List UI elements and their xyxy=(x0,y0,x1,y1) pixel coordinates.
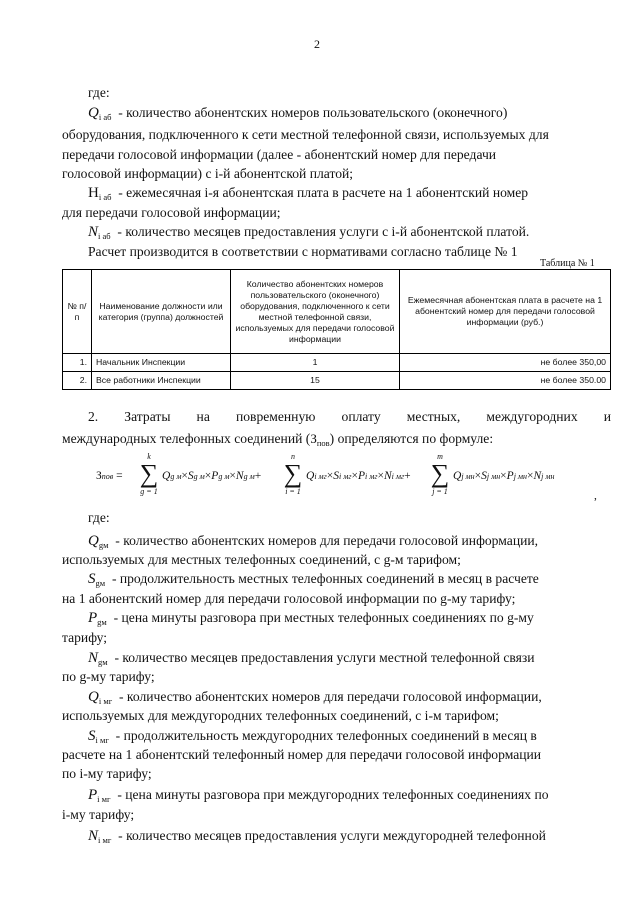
section2-line2 xyxy=(62,430,493,452)
var: N xyxy=(88,650,99,666)
t: P xyxy=(357,470,365,482)
ts: j мн xyxy=(541,472,555,481)
table-row xyxy=(63,354,611,372)
var-sub: gм xyxy=(98,540,109,550)
text-line: i-му тарифу; xyxy=(62,807,135,822)
t: N xyxy=(235,470,244,482)
op: × xyxy=(351,470,358,482)
cell-quantity: 1 xyxy=(231,354,400,372)
sum-top: n xyxy=(291,452,295,461)
sum-1 xyxy=(138,452,160,496)
var: N xyxy=(88,828,99,844)
op: × xyxy=(474,470,482,482)
var-sub: i мг xyxy=(97,794,111,804)
var-sub: i мг xyxy=(98,696,113,706)
text: ) определяются по формуле: xyxy=(329,431,494,446)
ts: j мн xyxy=(513,472,527,481)
t: N xyxy=(533,470,542,482)
ts: i мг xyxy=(391,472,405,481)
text-line: на 1 абонентский номер для передачи голосовой информации по g-му тарифу; xyxy=(62,591,516,606)
text-line: тарифу; xyxy=(62,630,108,645)
eq: = xyxy=(116,470,123,482)
text-line: по g-му тарифу; xyxy=(62,669,155,684)
t: Q xyxy=(162,470,171,482)
header-position: Наименование должности или категория (группа) должностей xyxy=(92,270,231,354)
cell-position: Начальник Инспекции xyxy=(92,354,231,372)
def-p-img xyxy=(88,786,549,808)
sum-3-terms xyxy=(453,470,554,482)
sigma: ∑ xyxy=(283,459,303,488)
cell-quantity: 15 xyxy=(231,372,400,390)
text-line: по i-му тарифу; xyxy=(62,766,152,781)
ts: i мг xyxy=(365,472,378,481)
op: + xyxy=(254,470,262,482)
def-text: - продолжительность междугородних телефонных соединений в месяц в xyxy=(115,728,537,743)
where-label-2: где: xyxy=(88,510,110,525)
t: P xyxy=(506,470,514,482)
cell-num: 1. xyxy=(63,354,92,372)
var-sub: gм xyxy=(95,578,106,588)
calc-line: Расчет производится в соответствии с нормативами согласно таблице № 1 xyxy=(88,244,518,259)
cell-position: Все работники Инспекции xyxy=(92,372,231,390)
where-label: где: xyxy=(88,85,110,100)
def-p-gm xyxy=(88,609,534,631)
word: 2. xyxy=(88,409,99,424)
cell-num: 2. xyxy=(63,372,92,390)
var-z: З xyxy=(310,431,317,446)
def-text: - ежемесячная i-я абонентская плата в расчете на 1 абонентский номер xyxy=(118,185,529,200)
text-line: голосовой информации) с i-й абонентской платой; xyxy=(62,166,354,181)
t: Q xyxy=(306,470,315,482)
op: + xyxy=(404,470,411,482)
header-num: № п/п xyxy=(63,270,92,354)
sum-bot: i = 1 xyxy=(285,487,301,496)
text-line: для передачи голосовой информации; xyxy=(62,205,281,220)
ts: g м xyxy=(170,472,182,481)
def-n-gm xyxy=(88,649,535,671)
word: Затраты xyxy=(124,409,171,424)
table-caption: Таблица № 1 xyxy=(540,258,595,269)
ts: g м xyxy=(193,472,205,481)
def-n-ab xyxy=(88,223,529,245)
def-h-ab xyxy=(88,184,528,206)
section2-line1 xyxy=(62,408,611,426)
text-line: передачи голосовой информации (далее - абонентский номер для передачи xyxy=(62,147,497,162)
sum-bot: g = 1 xyxy=(140,487,158,496)
text-line: оборудования, подключенного к сети местной телефонной связи, используемых для xyxy=(62,127,549,142)
ts: j мн xyxy=(461,472,475,481)
sigma: ∑ xyxy=(139,459,159,488)
var: Q xyxy=(88,533,99,549)
sum-2-terms xyxy=(306,470,411,482)
formula-comma: , xyxy=(594,490,597,502)
op: × xyxy=(500,470,507,482)
def-text: - количество абонентских номеров для передачи голосовой информации, xyxy=(119,689,542,704)
var-h: Н xyxy=(88,185,99,201)
text-line: используемых для междугородних телефонных соединений, с i-м тарифом; xyxy=(62,708,499,723)
var-n-sub: i аб xyxy=(98,231,111,241)
var: P xyxy=(88,787,98,803)
def-s-gm xyxy=(88,570,539,592)
norms-table xyxy=(62,269,611,390)
def-q-ab xyxy=(88,104,507,126)
t: S xyxy=(333,470,340,482)
ts: j мн xyxy=(486,472,501,481)
text-line: используемых для местных телефонных соединений, с g-м тарифом; xyxy=(62,552,461,567)
def-text: - количество месяцев предоставления услуги местной телефонной связи xyxy=(114,650,535,665)
cell-fee: не более 350,00 xyxy=(400,354,611,372)
op: × xyxy=(229,470,236,482)
sum-2 xyxy=(282,452,304,496)
word: оплату xyxy=(341,409,381,424)
lhs: З xyxy=(96,470,102,482)
var-q-sub: i аб xyxy=(98,112,112,122)
var: S xyxy=(88,571,96,587)
sum-top: k xyxy=(147,452,151,461)
word: повременную xyxy=(235,409,316,424)
var: Q xyxy=(88,689,99,705)
word: местных, xyxy=(406,409,461,424)
def-text: - цена минуты разговора при местных телефонных соединениях по g-му xyxy=(113,610,534,625)
def-n-img xyxy=(88,827,546,849)
text: международных телефонных соединений ( xyxy=(62,431,311,446)
table-header-row xyxy=(63,270,611,354)
var-z-sub: пов xyxy=(316,438,330,448)
page-number: 2 xyxy=(314,37,320,51)
lhs-sub: пов xyxy=(101,472,114,481)
var-sub: gм xyxy=(98,657,108,667)
ts: g м xyxy=(218,472,230,481)
formula-lhs xyxy=(96,470,123,482)
sum-bot: j = 1 xyxy=(432,487,448,496)
ts: i мг xyxy=(314,472,327,481)
op: × xyxy=(326,470,334,482)
var-sub: i мг xyxy=(98,835,112,845)
var-sub: gм xyxy=(97,617,107,627)
var: S xyxy=(88,728,96,744)
def-text: - цена минуты разговора при междугородних телефонных соединениях по xyxy=(117,787,549,802)
op: × xyxy=(526,470,534,482)
word: междугородних xyxy=(486,409,578,424)
t: S xyxy=(481,470,487,482)
text-line: расчете на 1 абонентский телефонный номер для передачи голосовой информации xyxy=(62,747,542,762)
formula-z-pov xyxy=(96,452,596,502)
header-quantity: Количество абонентских номеров пользовательского (оконечного) оборудования, подключенного к сети местной телефонной связи, используемых для передачи голосовой информации xyxy=(231,270,400,354)
op: × xyxy=(377,470,384,482)
var: P xyxy=(88,610,98,626)
word: и xyxy=(603,409,611,424)
sum-1-terms xyxy=(162,470,261,482)
var-q: Q xyxy=(88,105,99,121)
op: × xyxy=(181,470,188,482)
t: P xyxy=(211,470,219,482)
word: на xyxy=(196,409,210,424)
op: × xyxy=(204,470,212,482)
sum-3 xyxy=(429,452,451,496)
def-text: - количество абонентских номеров для передачи голосовой информации, xyxy=(115,533,539,548)
var-sub: i мг xyxy=(95,735,109,745)
cell-fee: не более 350.00 xyxy=(400,372,611,390)
def-text: - количество абонентских номеров пользовательского (оконечного) xyxy=(118,105,508,120)
ts: g м xyxy=(243,472,255,481)
table-row xyxy=(63,372,611,390)
def-text: - количество месяцев предоставления услуги междугородней телефонной xyxy=(118,828,546,843)
header-fee: Ежемесячная абонентская плата в расчете на 1 абонентский номер для передачи голосовой информации (руб.) xyxy=(400,270,611,354)
var-h-sub: i аб xyxy=(98,192,112,202)
var-n: N xyxy=(88,224,99,240)
def-text: - количество месяцев предоставления услуги с i-й абонентской платой. xyxy=(117,224,530,239)
def-text: - продолжительность местных телефонных соединений в месяц в расчете xyxy=(111,571,539,586)
t: Q xyxy=(453,470,462,482)
ts: i мг xyxy=(339,472,352,481)
t: N xyxy=(383,470,392,482)
sigma: ∑ xyxy=(430,459,450,488)
sum-top: m xyxy=(437,452,443,461)
t: S xyxy=(187,470,194,482)
